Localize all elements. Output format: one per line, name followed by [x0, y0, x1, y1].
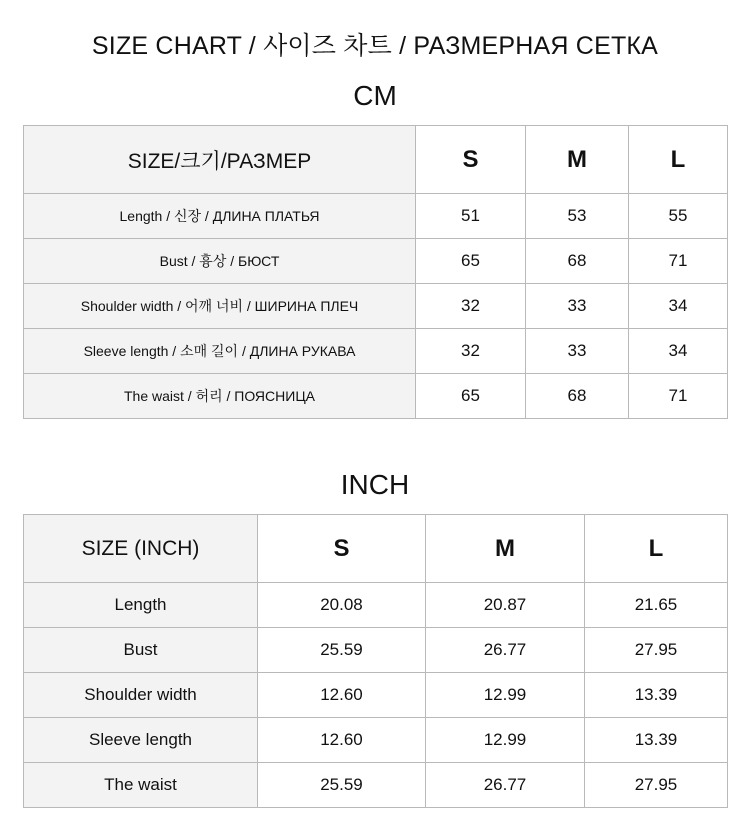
value-l: 71	[629, 239, 728, 284]
value-l: 27.95	[585, 763, 728, 808]
inch-size-table	[23, 514, 728, 808]
value-l: 21.65	[585, 583, 728, 628]
value-s: 65	[416, 374, 526, 419]
table-row	[24, 628, 728, 673]
value-s: 25.59	[258, 628, 426, 673]
row-label: Shoulder width / 어깨 너비 / ШИРИНА ПЛЕЧ	[24, 284, 416, 329]
value-m: 68	[526, 239, 629, 284]
value-s: 32	[416, 284, 526, 329]
size-l-header: L	[629, 126, 728, 194]
table-header-row	[24, 126, 728, 194]
inch-section-title: INCH	[340, 469, 410, 500]
row-label: Sleeve length	[24, 718, 258, 763]
value-s: 12.60	[258, 718, 426, 763]
row-label: Bust	[24, 628, 258, 673]
value-m: 26.77	[426, 763, 585, 808]
table-row	[24, 673, 728, 718]
header-label: SIZE (INCH)	[24, 515, 258, 583]
size-m-header: M	[426, 515, 585, 583]
page-title: SIZE CHART / 사이즈 차트 / РАЗМЕРНАЯ СЕТКА	[91, 32, 659, 60]
size-l-header: L	[585, 515, 728, 583]
value-m: 12.99	[426, 673, 585, 718]
value-m: 12.99	[426, 718, 585, 763]
table-row	[24, 284, 728, 329]
value-s: 20.08	[258, 583, 426, 628]
row-label: Bust / 흉상 / БЮСТ	[24, 239, 416, 284]
row-label: Length	[24, 583, 258, 628]
value-m: 20.87	[426, 583, 585, 628]
row-label: Sleeve length / 소매 길이 / ДЛИНА РУКАВА	[24, 329, 416, 374]
value-s: 51	[416, 194, 526, 239]
table-row	[24, 763, 728, 808]
value-l: 27.95	[585, 628, 728, 673]
value-l: 13.39	[585, 718, 728, 763]
row-label: The waist	[24, 763, 258, 808]
table-row	[24, 374, 728, 419]
value-s: 65	[416, 239, 526, 284]
value-m: 33	[526, 329, 629, 374]
size-s-header: S	[416, 126, 526, 194]
value-s: 12.60	[258, 673, 426, 718]
value-l: 55	[629, 194, 728, 239]
value-l: 13.39	[585, 673, 728, 718]
table-row	[24, 239, 728, 284]
value-l: 34	[629, 329, 728, 374]
value-s: 32	[416, 329, 526, 374]
cm-section-title: CM	[353, 80, 397, 111]
table-header-row	[24, 515, 728, 583]
value-l: 71	[629, 374, 728, 419]
size-s-header: S	[258, 515, 426, 583]
row-label: Shoulder width	[24, 673, 258, 718]
value-m: 26.77	[426, 628, 585, 673]
header-label: SIZE/크기/РАЗМЕР	[24, 126, 416, 194]
value-m: 33	[526, 284, 629, 329]
size-m-header: M	[526, 126, 629, 194]
value-m: 53	[526, 194, 629, 239]
cm-size-table	[23, 125, 728, 419]
table-row	[24, 329, 728, 374]
value-s: 25.59	[258, 763, 426, 808]
value-m: 68	[526, 374, 629, 419]
row-label: The waist / 허리 / ПОЯСНИЦА	[24, 374, 416, 419]
value-l: 34	[629, 284, 728, 329]
table-row	[24, 583, 728, 628]
table-row	[24, 718, 728, 763]
row-label: Length / 신장 / ДЛИНА ПЛАТЬЯ	[24, 194, 416, 239]
table-row	[24, 194, 728, 239]
